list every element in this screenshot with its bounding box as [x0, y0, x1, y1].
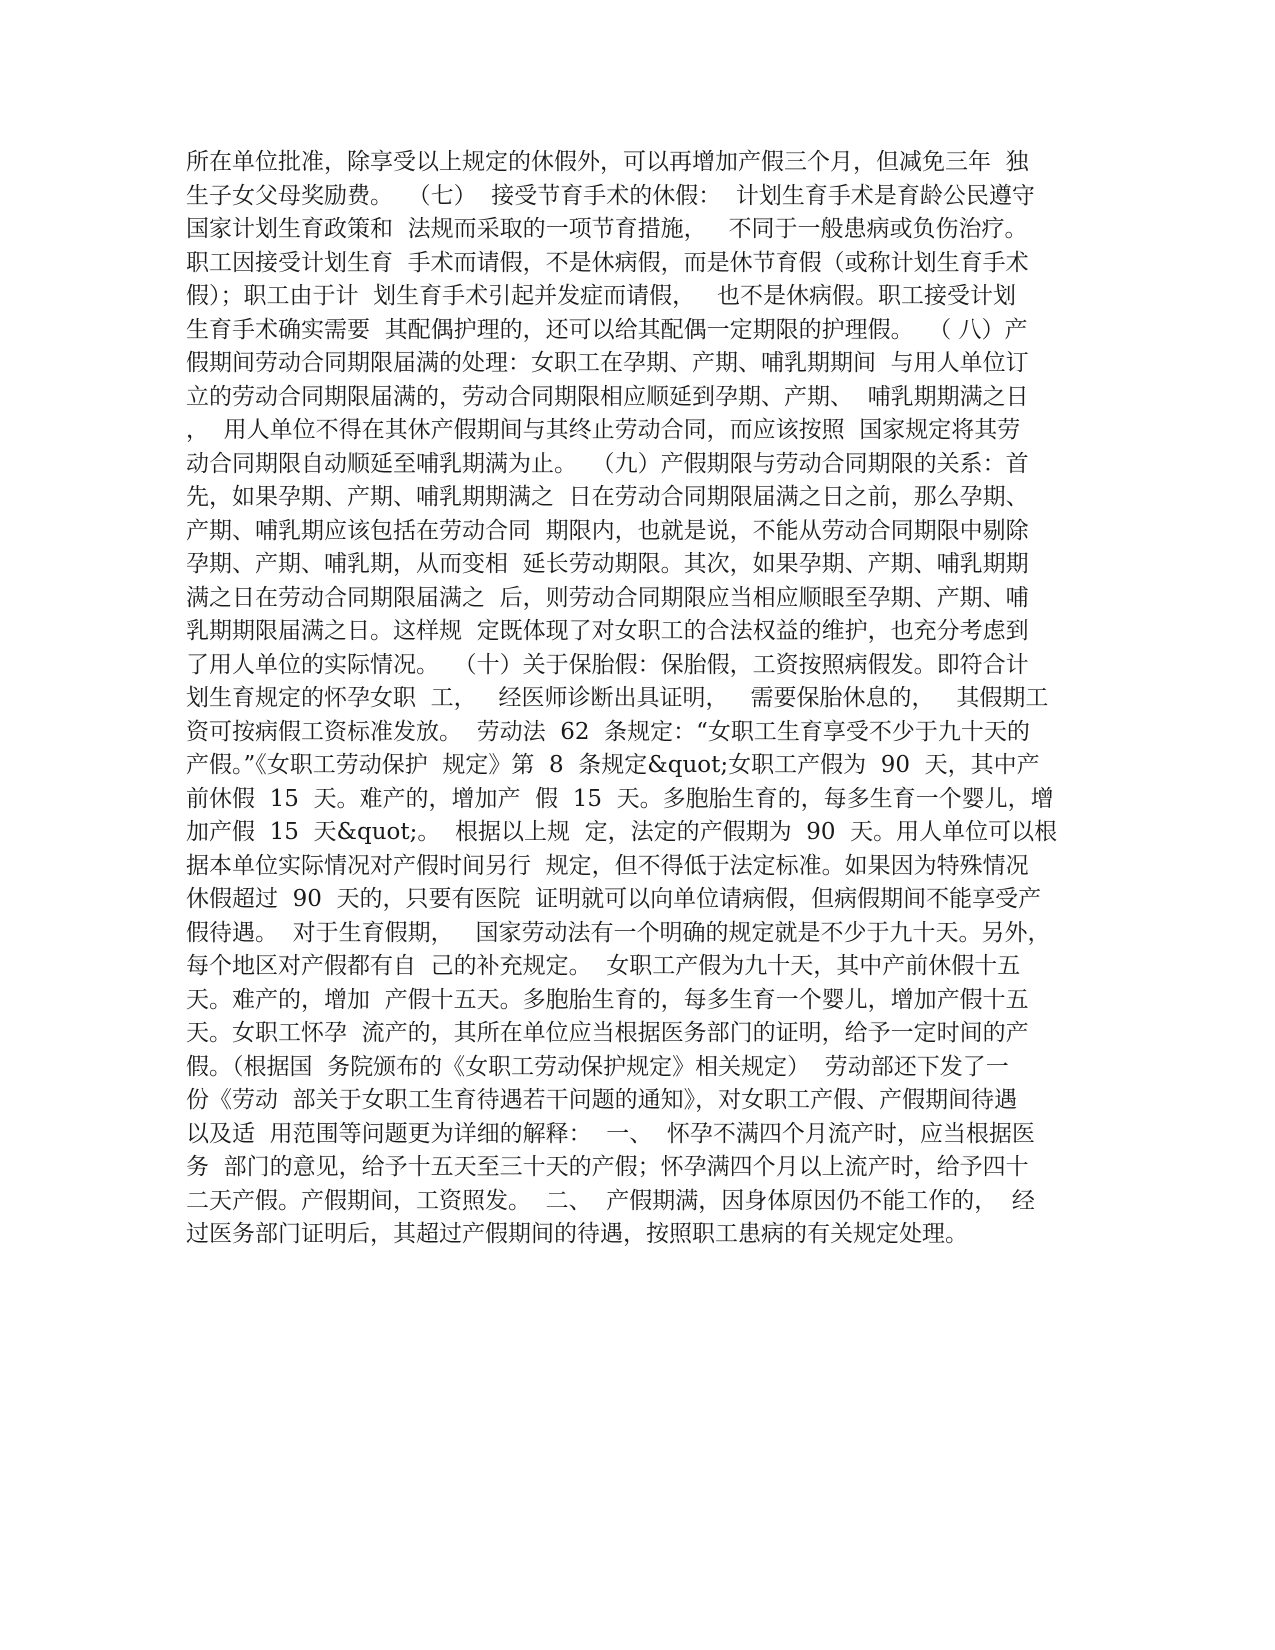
text-line: 以及适 用范围等问题更为详细的解释： 一、 怀孕不满四个月流产时，应当根据医: [186, 1120, 1035, 1147]
text-line: 划生育规定的怀孕女职 工， 经医师诊断出具证明， 需要保胎休息的， 其假期工: [186, 685, 1049, 711]
text-line: 孕期、产期、哺乳期，从而变相 延长劳动期限。其次，如果孕期、产期、哺乳期期: [186, 551, 1029, 577]
text-line: 休假超过 90 天的，只要有医院 证明就可以向单位请病假，但病假期间不能享受产: [186, 886, 1042, 912]
text-line: 假待遇。 对于生育假期， 国家劳动法有一个明确的规定就是不少于九十天。另外，: [186, 919, 1051, 946]
text-line: 假。（根据国 务院颁布的《女职工劳动保护规定》相关规定） 劳动部还下发了一: [186, 1053, 1009, 1080]
text-line: 假）；职工由于计 划生育手术引起并发症而请假， 也不是休病假。职工接受计划: [186, 283, 1017, 309]
text-line: 生育手术确实需要 其配偶护理的，还可以给其配偶一定期限的护理假。 （ 八）产: [186, 316, 1028, 343]
text-line: 动合同期限自动顺延至哺乳期满为止。 （九）产假期限与劳动合同期限的关系：首: [186, 450, 1029, 477]
text-line: 务 部门的意见，给予十五天至三十天的产假；怀孕满四个月以上流产时，给予四十: [186, 1154, 1029, 1180]
text-line: 满之日在劳动合同期限届满之 后，则劳动合同期限应当相应顺眼至孕期、产期、哺: [186, 584, 1029, 611]
text-line: 乳期期限届满之日。这样规 定既体现了对女职工的合法权益的维护，也充分考虑到: [186, 618, 1029, 644]
text-line: 立的劳动合同期限届满的，劳动合同期限相应顺延到孕期、产期、 哺乳期期满之日: [186, 383, 1029, 410]
text-line: 所在单位批准，除享受以上规定的休假外，可以再增加产假三个月，但减免三年 独: [186, 149, 1029, 175]
text-line: 份《劳动 部关于女职工生育待遇若干问题的通知》，对女职工产假、产假期间待遇: [186, 1087, 1018, 1113]
text-line: 二天产假。产假期间，工资照发。 二、 产假期满，因身体原因仍不能工作的， 经: [186, 1187, 1035, 1214]
text-line: 了用人单位的实际情况。 （十）关于保胎假：保胎假，工资按照病假发。即符合计: [186, 651, 1029, 678]
text-line: 产假。”《女职工劳动保护 规定》第 8 条规定&quot;女职工产假为 90 天，其中产: [186, 752, 1040, 778]
text-line: 据本单位实际情况对产假时间另行 规定，但不得低于法定标准。如果因为特殊情况: [186, 852, 1029, 879]
text-line: 产期、哺乳期应该包括在劳动合同 期限内，也就是说，不能从劳动合同期限中剔除: [186, 517, 1029, 544]
body-text: [186, 146, 1086, 1252]
text-line: ， 用人单位不得在其休产假期间与其终止劳动合同，而应该按照 国家规定将其劳: [186, 417, 1021, 443]
text-line: 职工因接受计划生育 手术而请假，不是休病假，而是休节育假（或称计划生育手术: [186, 249, 1029, 276]
text-line: 国家计划生育政策和 法规而采取的一项节育措施， 不同于一般患病或负伤治疗。: [186, 216, 1028, 242]
text-line: 过医务部门证明后，其超过产假期间的待遇，按照职工患病的有关规定处理。: [186, 1221, 968, 1247]
text-line: 天。女职工怀孕 流产的，其所在单位应当根据医务部门的证明，给予一定时间的产: [186, 1020, 1029, 1046]
text-line: 生子女父母奖励费。 （七） 接受节育手术的休假： 计划生育手术是育龄公民遵守: [186, 182, 1035, 209]
text-line: 加产假 15 天&quot;。 根据以上规 定，法定的产假期为 90 天。用人单位可以根: [186, 819, 1058, 845]
text-line: 每个地区对产假都有自 己的补充规定。 女职工产假为九十天，其中产前休假十五: [186, 953, 1021, 979]
text-line: 资可按病假工资标准发放。 劳动法 62 条规定：“女职工生育享受不少于九十天的: [186, 718, 1030, 745]
text-line: 天。难产的，增加 产假十五天。多胞胎生育的，每多生育一个婴儿，增加产假十五: [186, 986, 1029, 1013]
text-line: 先，如果孕期、产期、哺乳期期满之 日在劳动合同期限届满之日之前，那么孕期、: [186, 484, 1029, 510]
text-line: 假期间劳动合同期限届满的处理：女职工在孕期、产期、哺乳期期间 与用人单位订: [186, 350, 1029, 376]
text-line: 前休假 15 天。难产的，增加产 假 15 天。多胞胎生育的，每多生育一个婴儿，增: [186, 785, 1054, 812]
